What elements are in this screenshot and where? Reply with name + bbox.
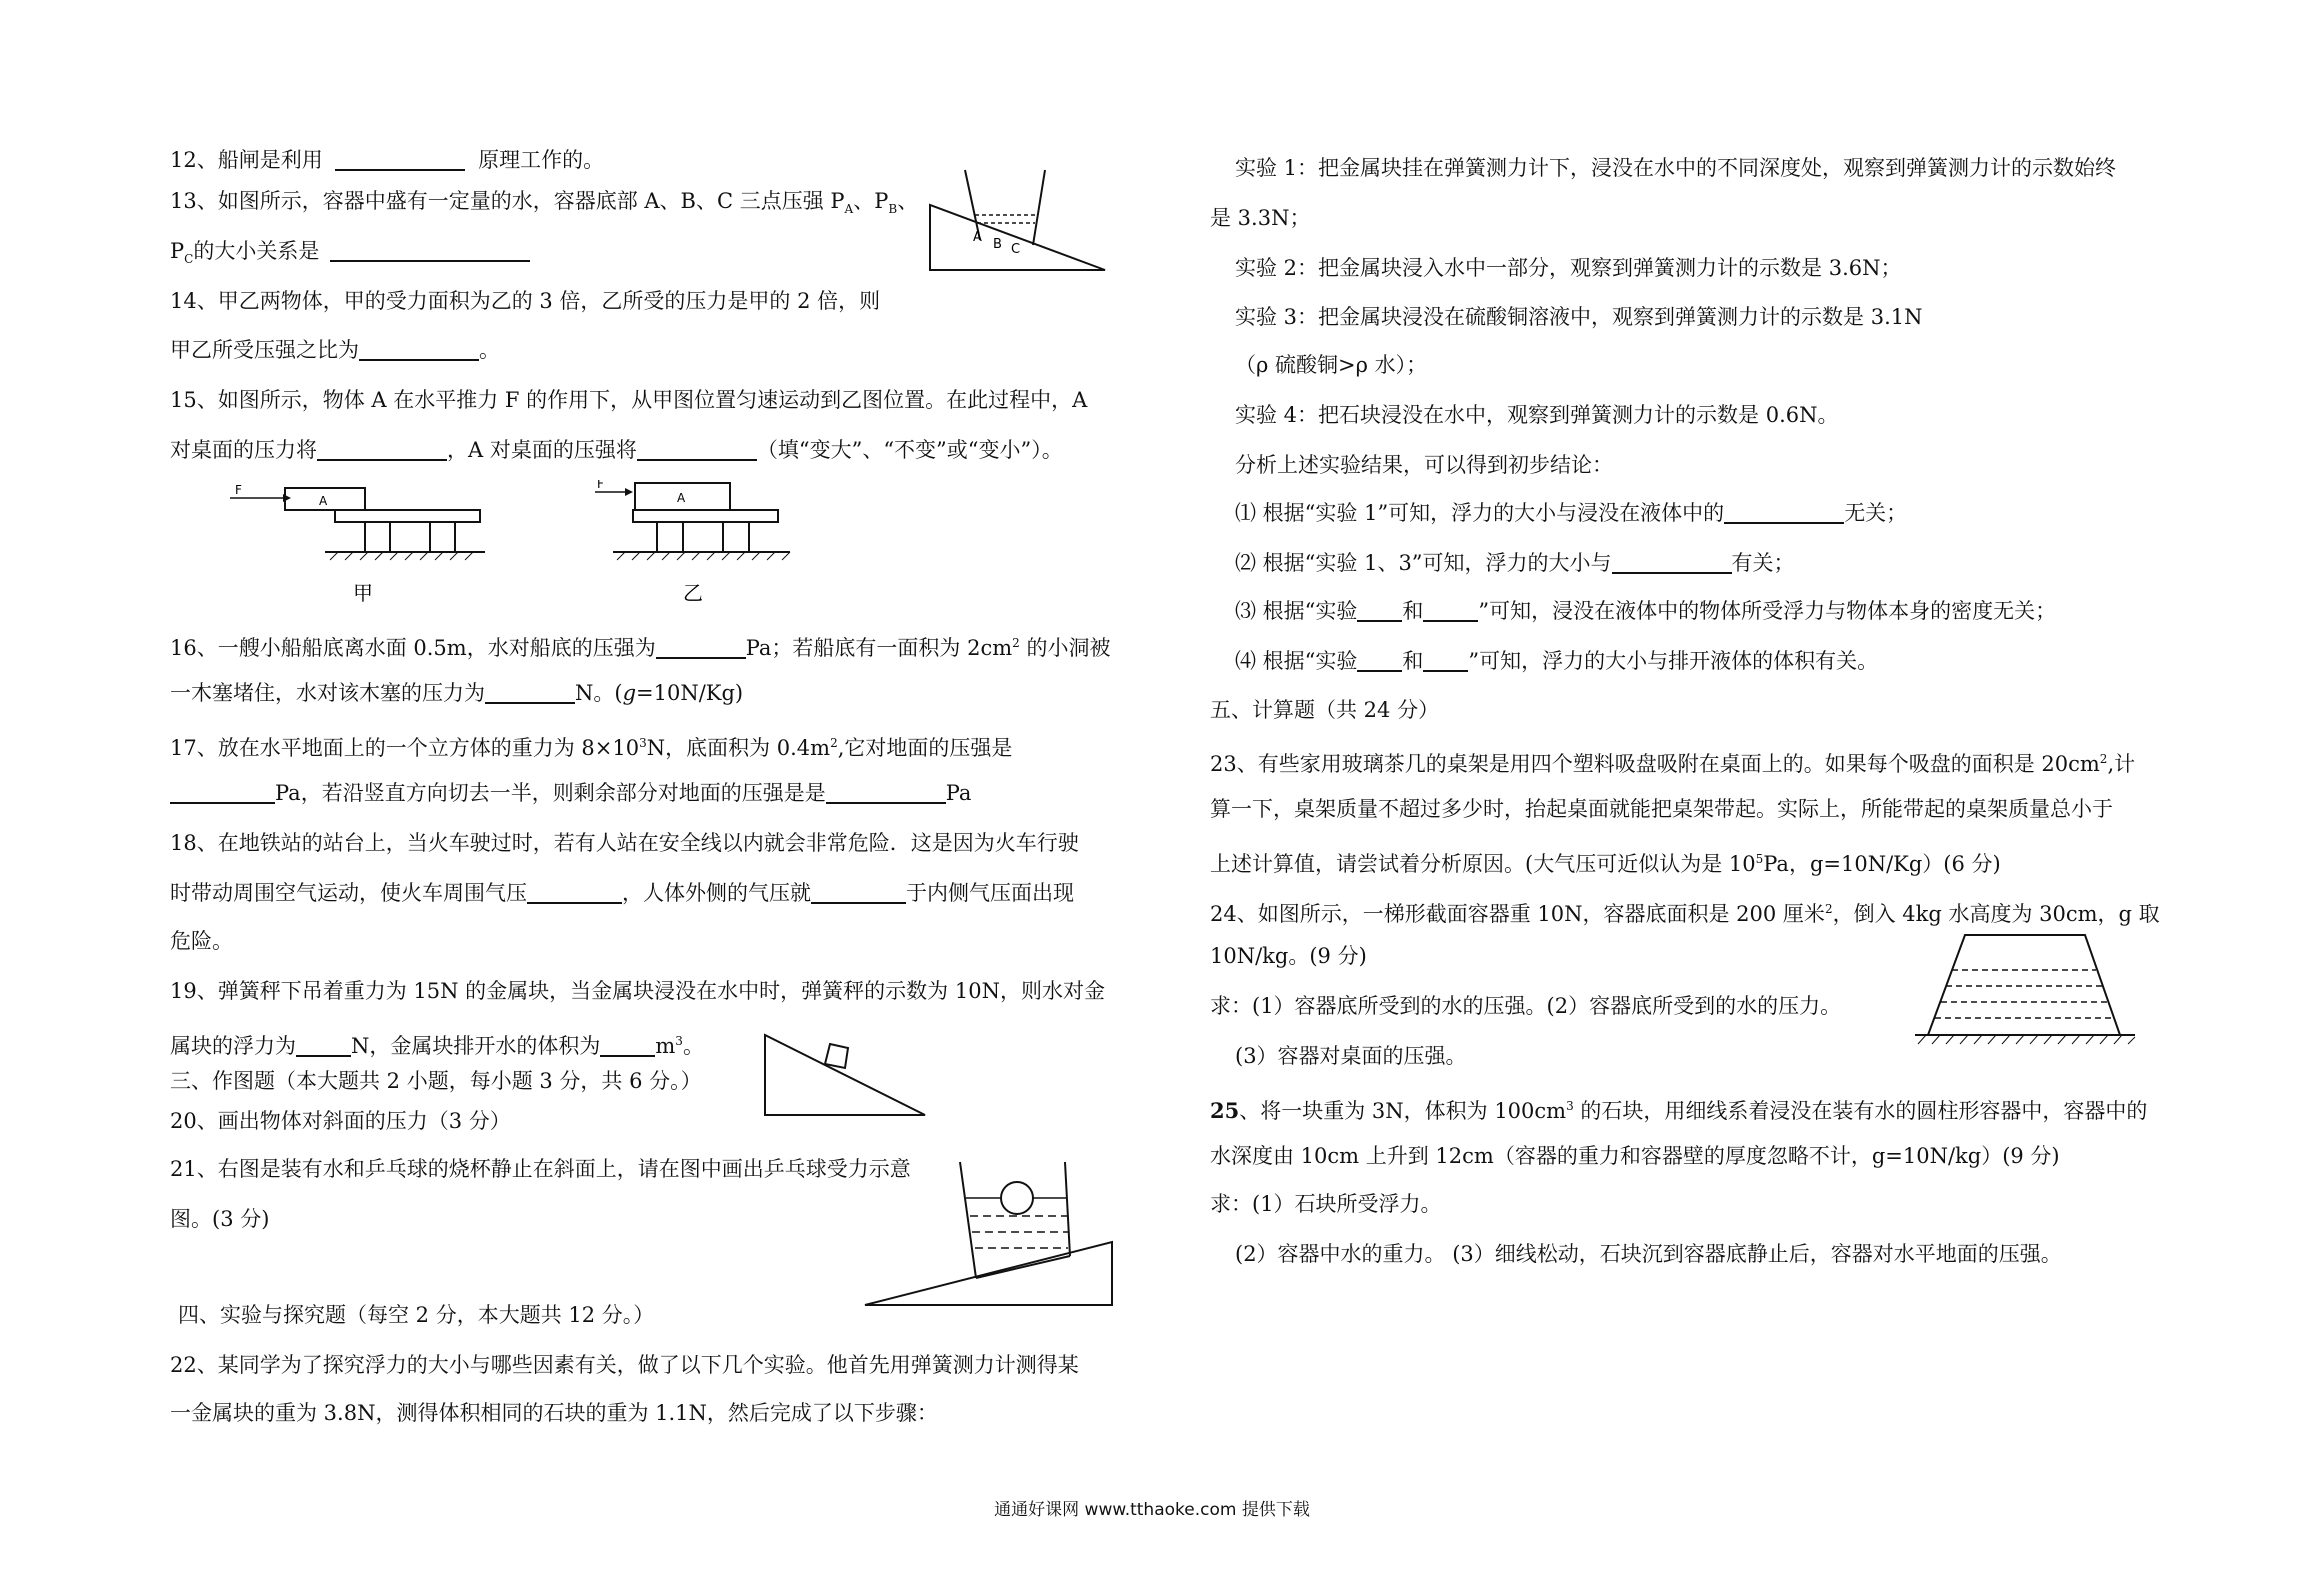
page-footer: 通通好课网 www.tthaoke.com 提供下载: [994, 1500, 1310, 1520]
question-23-line1: 23、有些家用玻璃茶几的桌架是用四个塑料吸盘吸附在桌面上的。如果每个吸盘的面积是 $20cm^2$,计: [1210, 752, 2136, 776]
q21-beaker-incline-diagram: [860, 1150, 1120, 1310]
experiment-1-line1: 实验 1：把金属块挂在弹簧测力计下，浸没在水中的不同深度处，观察到弹簧测力计的示数始终: [1235, 156, 2117, 180]
answer-blank[interactable]: [335, 149, 465, 171]
question-15-line2: 对桌面的压力将 ，A 对桌面的压强将 （填“变大”、“不变”或“变小”）。: [170, 438, 1063, 462]
section-4-heading: 四、实验与探究题（每空 2 分，本大题共 12 分。）: [178, 1303, 655, 1327]
conclusion-1: ⑴ 根据“实验 1”可知，浮力的大小与浸没在液体中的 无关；: [1235, 501, 1908, 525]
question-20: 20、画出物体对斜面的压力（3 分）: [170, 1109, 511, 1133]
answer-blank[interactable]: [1357, 600, 1402, 622]
question-17-line1: 17、放在水平地面上的一个立方体的重力为 $8\times 10^3N$，底面积为 $0.4m^2$,它对地面的压强是: [170, 736, 1013, 760]
svg-text:甲: 甲: [353, 581, 373, 605]
svg-text:B: B: [993, 237, 1002, 252]
section-3-heading: 三、作图题（本大题共 2 小题，每小题 3 分，共 6 分。）: [170, 1069, 702, 1093]
q13-container-diagram: [925, 165, 1115, 275]
question-22-line1: 22、某同学为了探究浮力的大小与哪些因素有关，做了以下几个实验。他首先用弹簧测力计测得某: [170, 1353, 1079, 1377]
svg-text:F: F: [597, 480, 604, 491]
question-25-line3: 求：(1）石块所受浮力。: [1210, 1192, 1442, 1216]
answer-blank[interactable]: [1612, 552, 1732, 574]
answer-blank[interactable]: [600, 1035, 655, 1057]
question-18-line2: 时带动周围空气运动，使火车周围气压 ，人体外侧的气压就 于内侧气压面出现: [170, 881, 1074, 905]
q15-table-diagram: [225, 480, 825, 610]
answer-blank[interactable]: [1357, 650, 1402, 672]
question-24-line4: (3）容器对桌面的压强。: [1235, 1044, 1467, 1068]
analysis-intro: 分析上述实验结果，可以得到初步结论：: [1235, 453, 1613, 477]
question-14-line1: 14、甲乙两物体，甲的受力面积为乙的 3 倍，乙所受的压力是甲的 2 倍，则: [170, 289, 881, 313]
conclusion-4: ⑷ 根据“实验 和 ”可知，浮力的大小与排开液体的体积有关。: [1235, 649, 1879, 673]
question-19-line2: 属块的浮力为 N，金属块排开水的体积为 $m^3$。: [170, 1034, 704, 1058]
question-18-line1: 18、在地铁站的站台上，当火车驶过时，若有人站在安全线以内就会非常危险．这是因为火车行驶: [170, 831, 1079, 855]
experiment-3-line2: （ρ 硫酸铜>ρ 水）；: [1235, 353, 1428, 377]
experiment-4: 实验 4：把石块浸没在水中，观察到弹簧测力计的示数是 0.6N。: [1235, 403, 1839, 427]
svg-text:C: C: [1011, 242, 1021, 257]
question-23-line2: 算一下，桌架质量不超过多少时，抬起桌面就能把桌架带起。实际上，所能带起的桌架质量总小于: [1210, 797, 2113, 821]
question-12: 12、船闸是利用 原理工作的。: [170, 148, 605, 172]
svg-text:A: A: [319, 494, 328, 508]
answer-blank[interactable]: [656, 637, 746, 659]
question-13-line1: 13、如图所示，容器中盛有一定量的水，容器底部 A、B、C 三点压强 $P_A$、$P_B$、: [170, 189, 919, 217]
question-23-line3: 上述计算值，请尝试着分析原因。(大气压可近似认为是 $10^5Pa$，g=10N/Kg）(6 分): [1210, 852, 2001, 876]
experiment-2: 实验 2：把金属块浸入水中一部分，观察到弹簧测力计的示数是 3.6N；: [1235, 256, 1902, 280]
conclusion-2: ⑵ 根据“实验 1、3”可知，浮力的大小与 有关；: [1235, 551, 1795, 575]
svg-text:A: A: [677, 491, 686, 505]
q20-incline-diagram: [760, 1030, 930, 1120]
question-17-line2: Pa，若沿竖直方向切去一半，则剩余部分对地面的压强是是 Pa: [170, 780, 971, 806]
question-21-line2: 图。(3 分): [170, 1207, 270, 1231]
answer-blank[interactable]: [826, 782, 946, 804]
answer-blank[interactable]: [1724, 502, 1844, 524]
question-22-line2: 一金属块的重为 3.8N，测得体积相同的石块的重为 1.1N，然后完成了以下步骤：: [170, 1401, 938, 1425]
svg-text:A: A: [973, 230, 982, 245]
answer-blank[interactable]: [637, 439, 757, 461]
question-24-line1: 24、如图所示，一梯形截面容器重 10N，容器底面积是 200 厘米$^2$，倒入 4kg 水高度为 30cm，g 取: [1210, 902, 2160, 926]
question-16-line2: 一木塞堵住，水对该木塞的压力为 N。(g=10N/Kg): [170, 681, 744, 705]
answer-blank[interactable]: [359, 339, 479, 361]
question-24-line3: 求：(1）容器底所受到的水的压强。(2）容器底所受到的水的压力。: [1210, 994, 1842, 1018]
section-5-heading: 五、计算题（共 24 分）: [1210, 698, 1440, 722]
experiment-1-line2: 是 3.3N；: [1210, 206, 1311, 230]
answer-blank[interactable]: [330, 240, 530, 262]
answer-blank[interactable]: [1423, 650, 1468, 672]
question-21-line1: 21、右图是装有水和乒乓球的烧杯静止在斜面上，请在图中画出乒乓球受力示意: [170, 1157, 911, 1181]
question-16-line1: 16、一艘小船船底离水面 0.5m，水对船底的压强为 Pa；若船底有一面积为 $2cm^2$ 的小洞被: [170, 636, 1111, 660]
answer-blank[interactable]: [317, 439, 447, 461]
question-25-line1: 25、将一块重为 3N，体积为 $100cm^3$ 的石块，用细线系着浸没在装有水的圆柱形容器中，容器中的: [1210, 1098, 2148, 1123]
conclusion-3: ⑶ 根据“实验 和 ”可知，浸没在液体中的物体所受浮力与物体本身的密度无关；: [1235, 599, 2057, 623]
svg-text:乙: 乙: [683, 581, 703, 605]
question-15-line1: 15、如图所示，物体 A 在水平推力 F 的作用下，从甲图位置匀速运动到乙图位置。在此过程中，A: [170, 388, 1088, 412]
question-13-line2: $P_C$的大小关系是: [170, 238, 530, 272]
answer-blank[interactable]: [170, 782, 275, 804]
question-25-line4: (2）容器中水的重力。 (3）细线松动，石块沉到容器底静止后，容器对水平地面的压强。: [1235, 1242, 2062, 1266]
question-25-line2: 水深度由 10cm 上升到 12cm（容器的重力和容器壁的厚度忽略不计，g=10N/kg）(9 分): [1210, 1144, 2060, 1168]
question-24-line2: 10N/kg。(9 分): [1210, 944, 1367, 968]
answer-blank[interactable]: [1423, 600, 1478, 622]
question-14-line2: 甲乙所受压强之比为 。: [170, 338, 500, 362]
answer-blank[interactable]: [296, 1035, 351, 1057]
experiment-3-line1: 实验 3：把金属块浸没在硫酸铜溶液中，观察到弹簧测力计的示数是 3.1N: [1235, 305, 1923, 329]
question-19-line1: 19、弹簧秤下吊着重力为 15N 的金属块，当金属块浸没在水中时，弹簧秤的示数为 10N，则水对金: [170, 979, 1105, 1003]
q24-trapezoid-container-diagram: [1910, 920, 2140, 1055]
answer-blank[interactable]: [527, 882, 622, 904]
question-18-line3: 危险。: [170, 929, 233, 953]
svg-text:F: F: [235, 483, 242, 497]
answer-blank[interactable]: [485, 682, 575, 704]
answer-blank[interactable]: [811, 882, 906, 904]
